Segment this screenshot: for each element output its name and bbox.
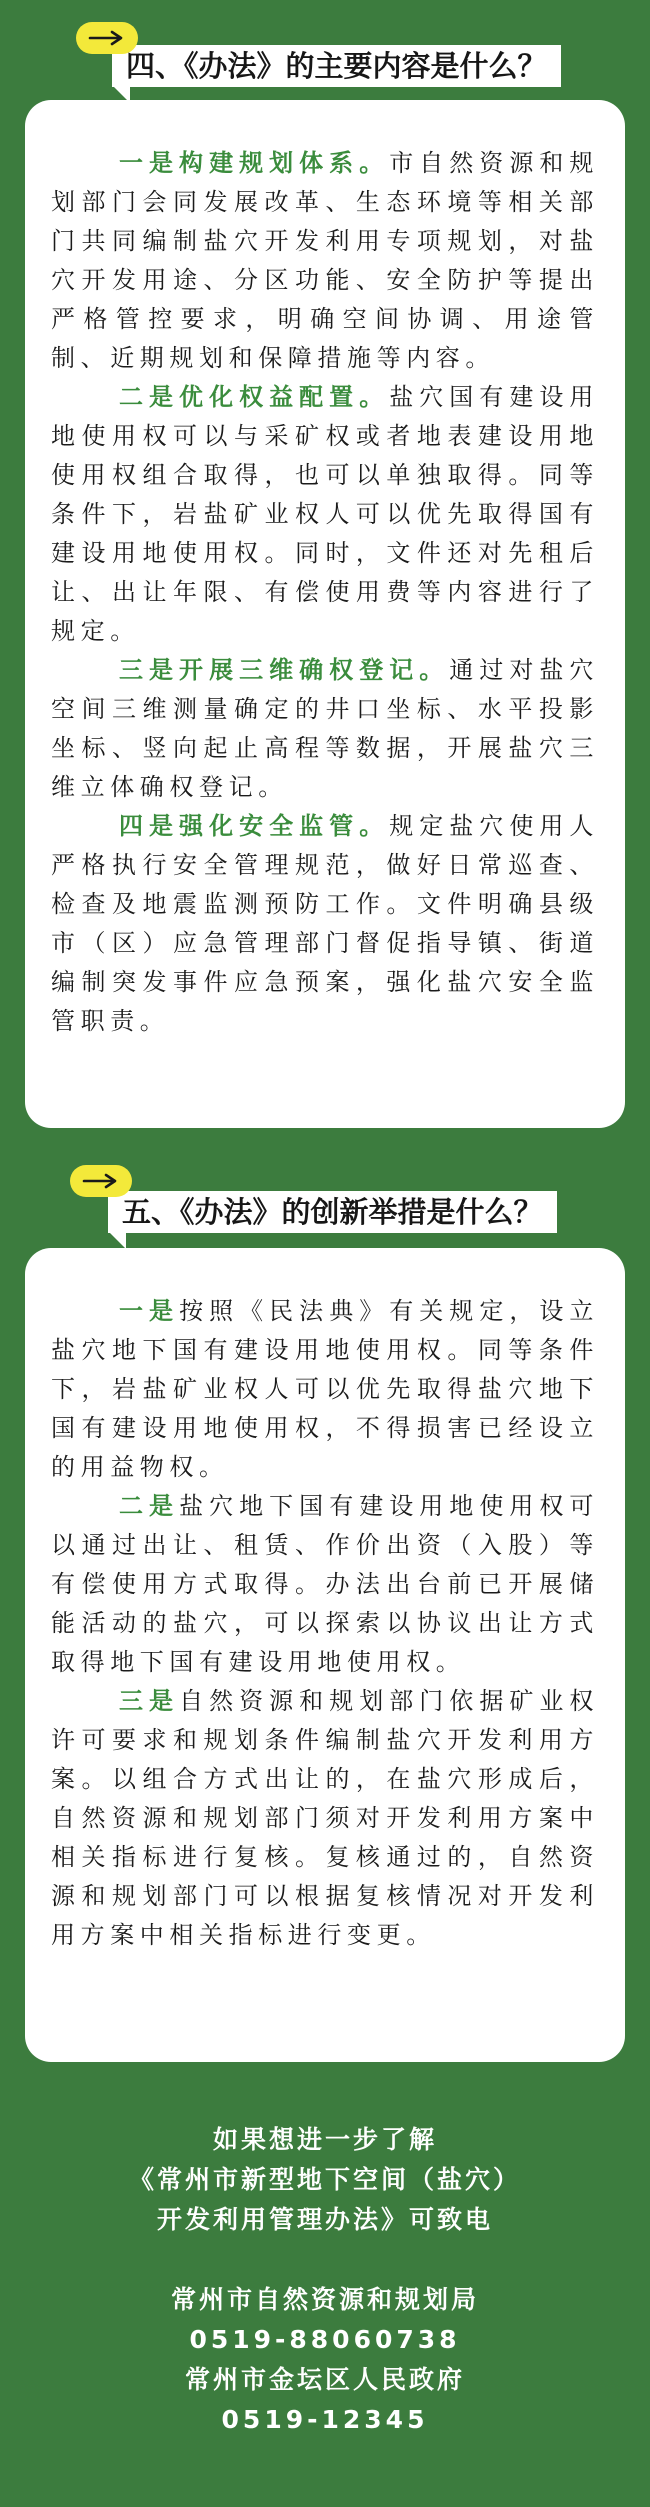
footer-org-1: 常州市自然资源和规划局 [170, 2285, 479, 2314]
section-5-title: 五、《办法》的创新举措是什么？ [108, 1191, 557, 1233]
contact-footer [0, 2120, 650, 2440]
arrow-right-icon [70, 1165, 132, 1197]
paragraph-text: 盐穴国有建设用地使用权可以与采矿权或者地表建设用地使用权组合取得，也可以单独取得。同等条件下，岩盐矿业权人可以优先取得国有建设用地使用权。同时，文件还对先租后让、出让年限、有偿使用费等内容进行了规定。 [51, 383, 599, 645]
paragraph-lead: 四是强化安全监管。 [119, 812, 390, 840]
section-4-title: 四、《办法》的主要内容是什么？ [112, 45, 561, 87]
section-5-card [25, 1248, 625, 2062]
footer-line-1: 如果想进一步了解 [212, 2125, 437, 2154]
section-5-paragraph-1 [51, 1292, 599, 1487]
section-4-paragraph-4 [51, 807, 599, 1041]
footer-phone-1[interactable]: 0519-88060738 [189, 2325, 461, 2354]
paragraph-text: 市自然资源和规划部门会同发展改革、生态环境等相关部门共同编制盐穴开发利用专项规划，对盐穴开发用途、分区功能、安全防护等提出严格管控要求，明确空间协调、用途管制、近期规划和保障措施等内容。 [51, 149, 599, 372]
paragraph-lead: 三是开展三维确权登记。 [119, 656, 450, 684]
section-4-card [25, 100, 625, 1128]
section-5-paragraph-3 [51, 1682, 599, 1955]
arrow-right-icon-shape [81, 1172, 121, 1190]
footer-phone-2[interactable]: 0519-12345 [221, 2405, 429, 2434]
paragraph-lead: 一是构建规划体系。 [119, 149, 390, 177]
footer-line-2: 《常州市新型地下空间（盐穴） [128, 2165, 521, 2194]
footer-org-2: 常州市金坛区人民政府 [184, 2365, 465, 2394]
arrow-right-icon-shape [87, 29, 127, 47]
footer-spacer [0, 2240, 650, 2280]
section-4-paragraph-2 [51, 378, 599, 651]
section-4-paragraph-3 [51, 651, 599, 807]
paragraph-text: 通过对盐穴空间三维测量确定的井口坐标、水平投影坐标、竖向起止高程等数据，开展盐穴三维立体确权登记。 [51, 656, 600, 801]
paragraph-text: 盐穴地下国有建设用地使用权可以通过出让、租赁、作价出资（入股）等有偿使用方式取得。办法出台前已开展储能活动的盐穴，可以探索以协议出让方式取得地下国有建设用地使用权。 [51, 1492, 599, 1676]
paragraph-text: 自然资源和规划部门依据矿业权许可要求和规划条件编制盐穴开发利用方案。以组合方式出让的，在盐穴形成后，自然资源和规划部门须对开发利用方案中相关指标进行复核。复核通过的，自然资源和规划部门可以根据复核情况对开发利用方案中相关指标进行变更。 [51, 1687, 599, 1949]
paragraph-lead: 二是优化权益配置。 [119, 383, 390, 411]
section-5-paragraph-2 [51, 1487, 599, 1682]
footer-line-3: 开发利用管理办法》可致电 [156, 2205, 493, 2234]
section-4-paragraph-1 [51, 144, 599, 378]
paragraph-lead: 二是 [119, 1492, 180, 1520]
paragraph-text: 按照《民法典》有关规定，设立盐穴地下国有建设用地使用权。同等条件下，岩盐矿业权人可以优先取得盐穴地下国有建设用地使用权，不得损害已经设立的用益物权。 [51, 1297, 599, 1481]
title-tail [112, 85, 130, 103]
arrow-right-icon [76, 22, 138, 54]
paragraph-text: 规定盐穴使用人严格执行安全管理规范，做好日常巡查、检查及地震监测预防工作。文件明确县级市（区）应急管理部门督促指导镇、街道编制突发事件应急预案，强化盐穴安全监管职责。 [51, 812, 599, 1035]
paragraph-lead: 三是 [119, 1687, 180, 1715]
title-tail [108, 1231, 126, 1249]
paragraph-lead: 一是 [119, 1297, 180, 1325]
